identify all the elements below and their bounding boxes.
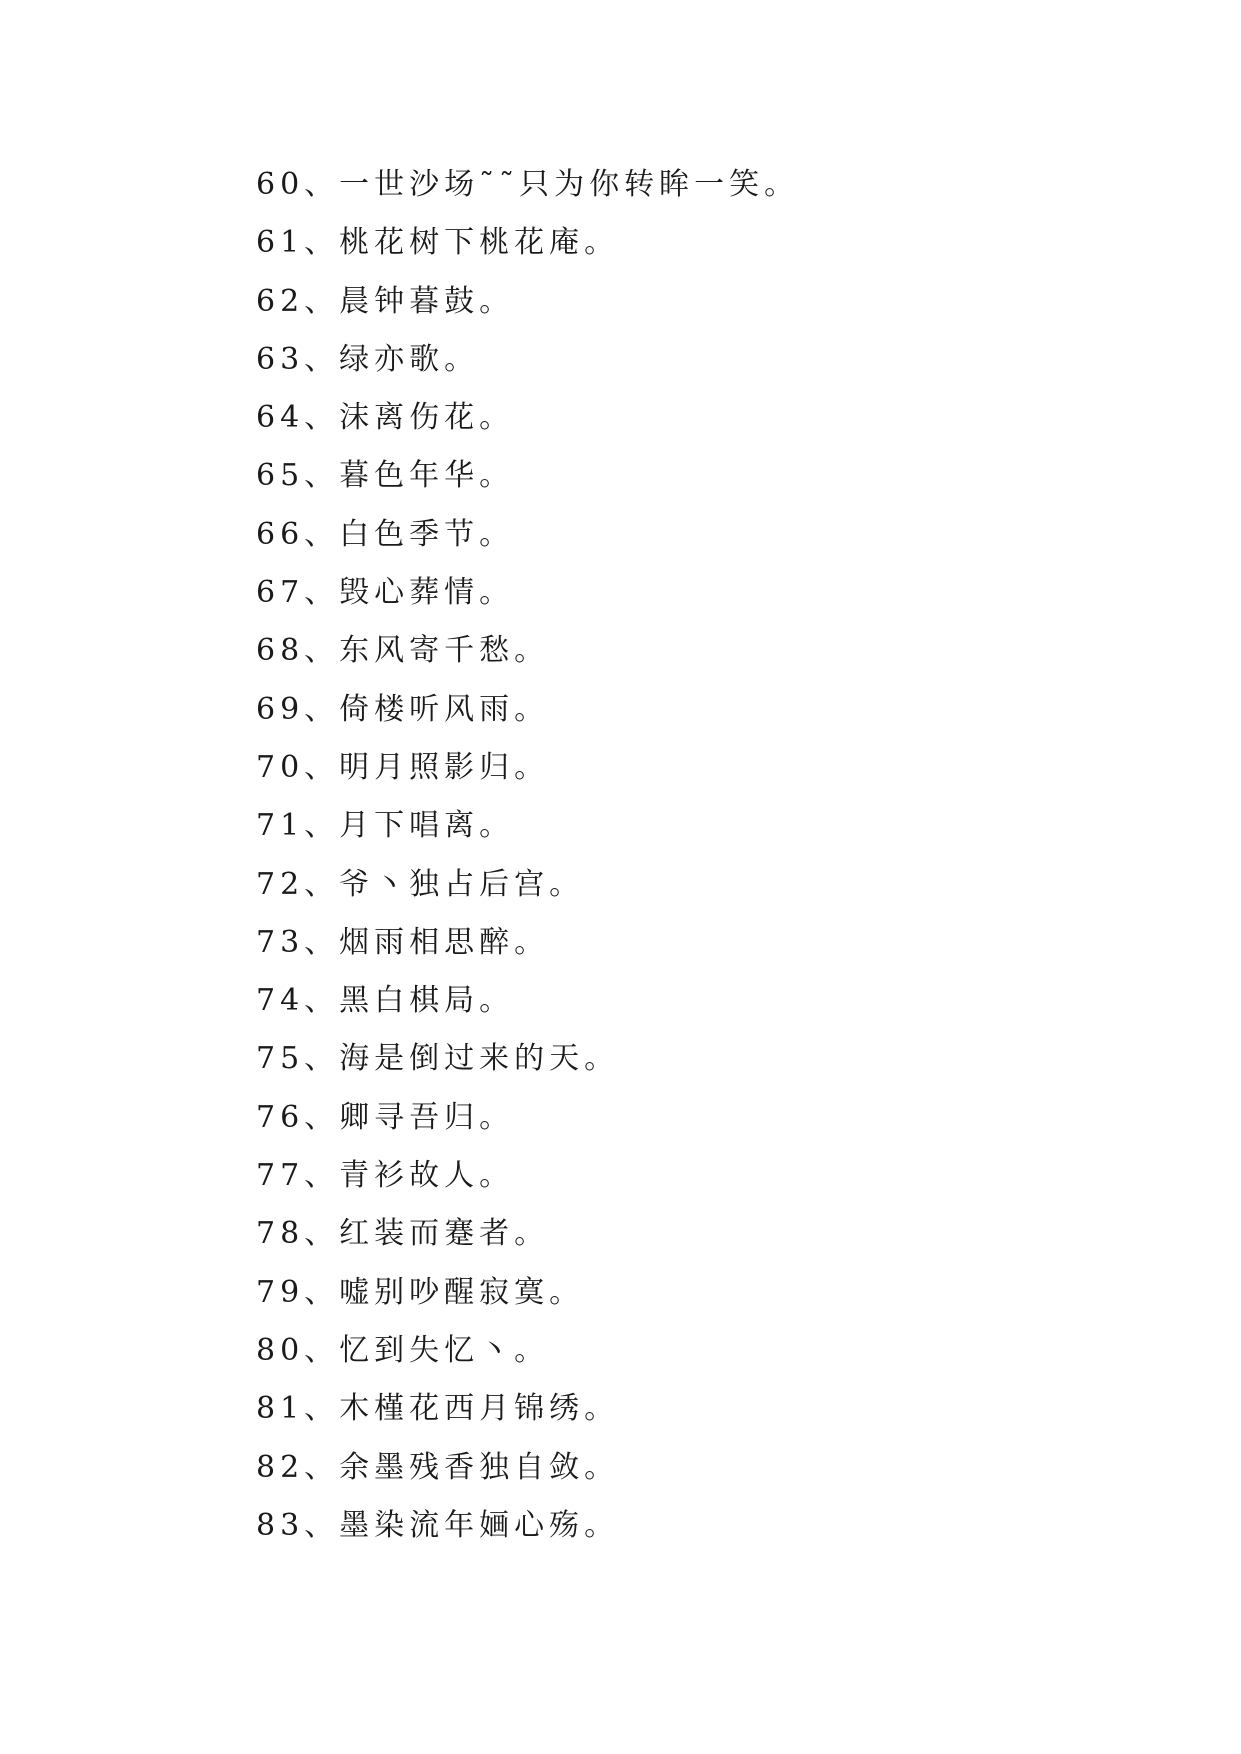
list-item: 75、海是倒过来的天。	[256, 1041, 620, 1077]
list-item: 67、毁心葬情。	[256, 575, 515, 611]
list-item: 65、暮色年华。	[256, 458, 515, 494]
numbered-list	[256, 162, 799, 1561]
list-item: 70、明月照影归。	[256, 749, 550, 785]
list-item: 62、晨钟暮鼓。	[256, 283, 515, 319]
list-item: 74、黑白棋局。	[256, 983, 515, 1019]
list-item: 81、木槿花西月锦绣。	[256, 1391, 620, 1427]
list-item: 77、青衫故人。	[256, 1158, 515, 1194]
list-item: 76、卿寻吾归。	[256, 1099, 515, 1135]
list-item: 78、红装而蹇者。	[256, 1216, 550, 1252]
list-item: 73、烟雨相思醉。	[256, 924, 550, 960]
list-item: 60、一世沙场˜˜只为你转眸一笑。	[256, 167, 800, 202]
list-item: 82、余墨残香独自敛。	[256, 1449, 620, 1485]
list-item: 63、绿亦歌。	[256, 341, 480, 377]
list-item: 80、忆到失忆丶。	[256, 1332, 550, 1368]
list-item: 66、白色季节。	[256, 516, 515, 552]
list-item: 83、墨染流年婳心殇。	[256, 1507, 620, 1543]
list-item: 69、倚楼听风雨。	[256, 691, 550, 727]
list-item: 71、月下唱离。	[256, 808, 515, 844]
list-item: 68、东风寄千愁。	[256, 633, 550, 669]
list-item: 61、桃花树下桃花庵。	[256, 225, 620, 261]
list-item: 72、爷丶独占后宫。	[256, 866, 585, 902]
list-item: 64、沫离伤花。	[256, 400, 515, 436]
list-item: 79、嘘别吵醒寂寞。	[256, 1274, 585, 1310]
